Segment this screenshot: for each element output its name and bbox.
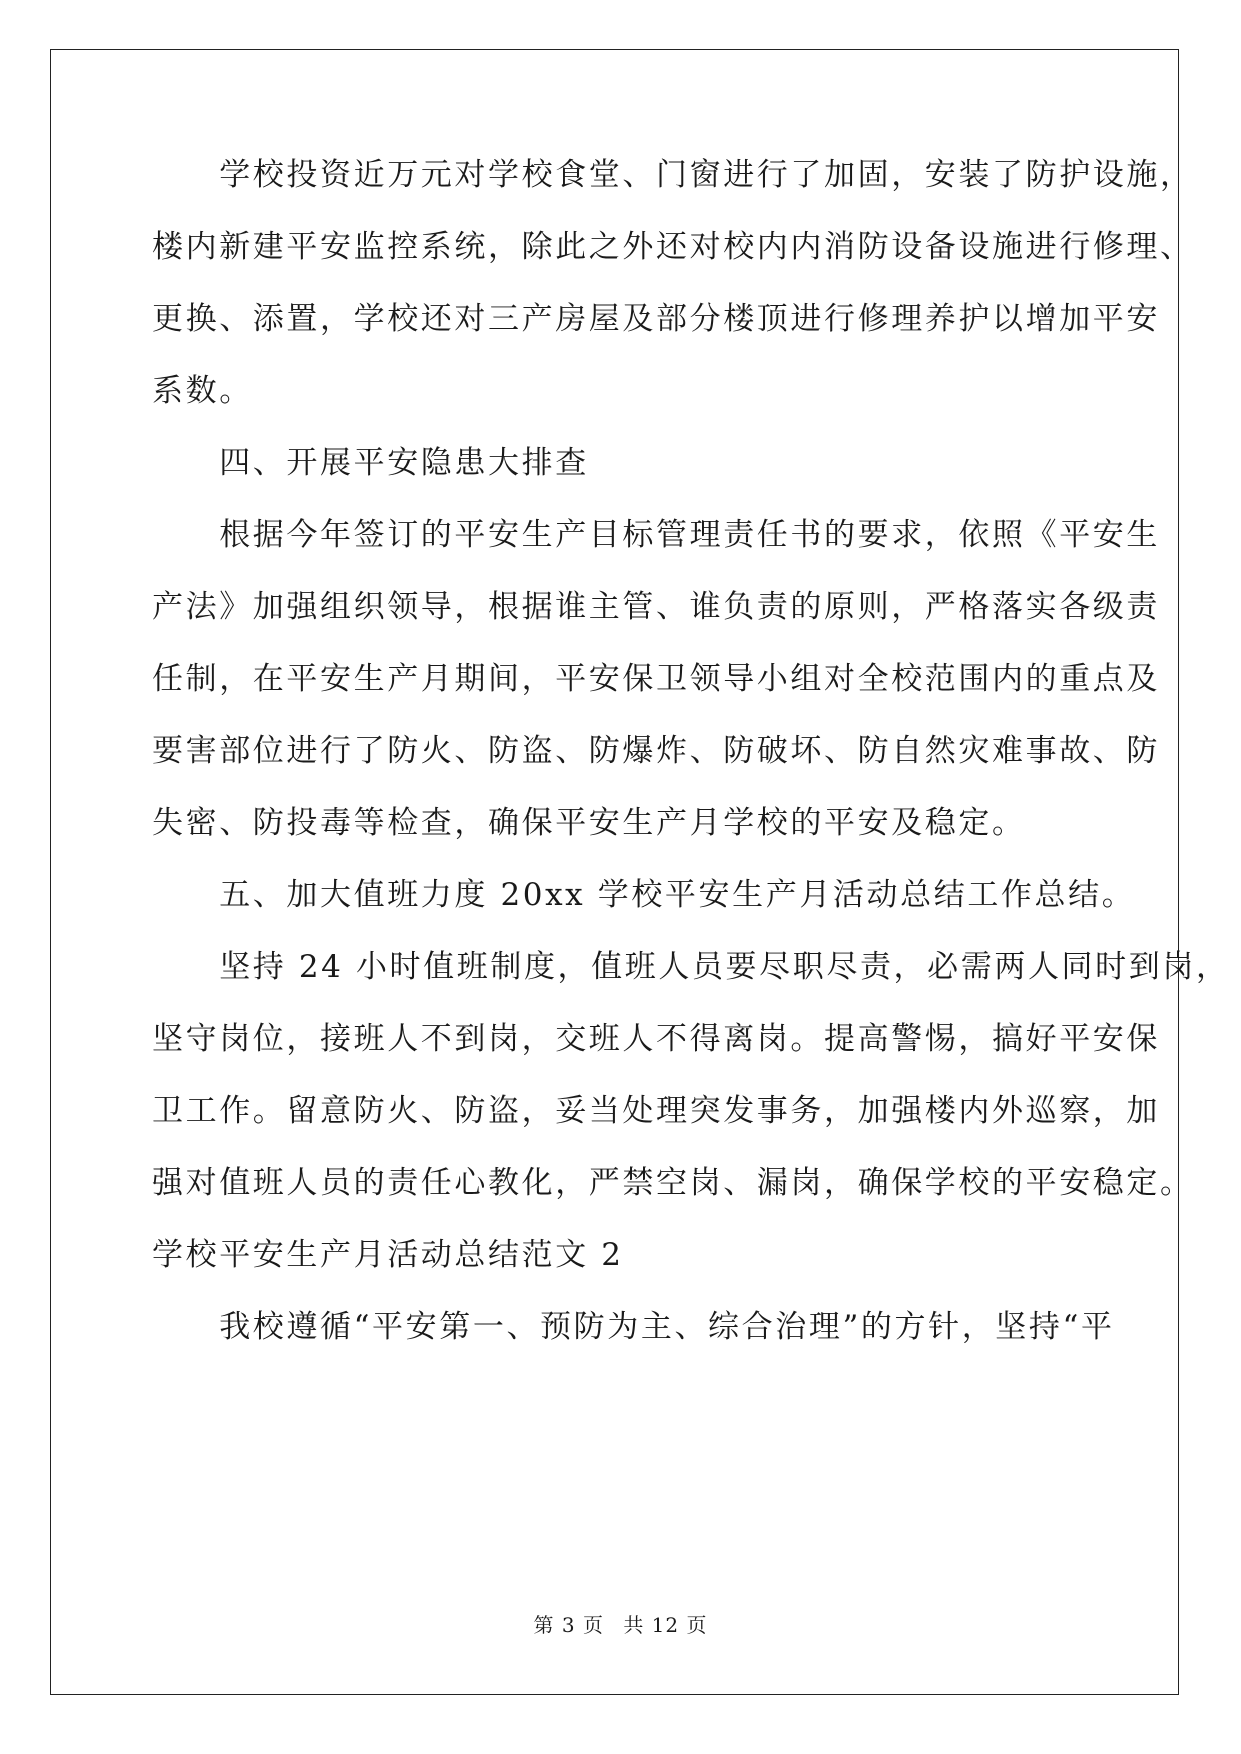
text-line: 更换、添置，学校还对三产房屋及部分楼顶进行修理养护以增加平安 — [152, 301, 1160, 337]
article-title: 学校平安生产月活动总结范文 2 — [152, 1237, 624, 1273]
page-number: 第 3 页 — [533, 1613, 604, 1637]
text-line: 失密、防投毒等检查，确保平安生产月学校的平安及稳定。 — [152, 805, 1026, 841]
page-total: 共 12 页 — [623, 1613, 708, 1637]
page-footer — [0, 1613, 1241, 1637]
text-line: 根据今年签订的平安生产目标管理责任书的要求，依照《平安生 — [152, 517, 1160, 553]
text-line: 我校遵循“平安第一、预防为主、综合治理”的方针，坚持“平 — [152, 1309, 1115, 1345]
section-heading: 四、开展平安隐患大排查 — [152, 445, 589, 481]
text-line: 楼内新建平安监控系统，除此之外还对校内内消防设备设施进行修理、 — [152, 229, 1194, 265]
text-line: 系数。 — [152, 373, 253, 409]
page-border — [50, 49, 1179, 1695]
text-line: 坚持 24 小时值班制度，值班人员要尽职尽责，必需两人同时到岗， — [152, 949, 1230, 985]
text-line: 要害部位进行了防火、防盗、防爆炸、防破坏、防自然灾难事故、防 — [152, 733, 1160, 769]
text-line: 坚守岗位，接班人不到岗，交班人不得离岗。提高警惕，搞好平安保 — [152, 1021, 1160, 1057]
text-line: 强对值班人员的责任心教化，严禁空岗、漏岗，确保学校的平安稳定。 — [152, 1165, 1194, 1201]
text-line: 卫工作。留意防火、防盗，妥当处理突发事务，加强楼内外巡察，加 — [152, 1093, 1160, 1129]
text-line: 学校投资近万元对学校食堂、门窗进行了加固，安装了防护设施， — [152, 157, 1194, 193]
text-line: 产法》加强组织领导，根据谁主管、谁负责的原则，严格落实各级责 — [152, 589, 1160, 625]
text-line: 任制，在平安生产月期间，平安保卫领导小组对全校范围内的重点及 — [152, 661, 1160, 697]
section-heading: 五、加大值班力度 20xx 学校平安生产月活动总结工作总结。 — [152, 877, 1136, 913]
